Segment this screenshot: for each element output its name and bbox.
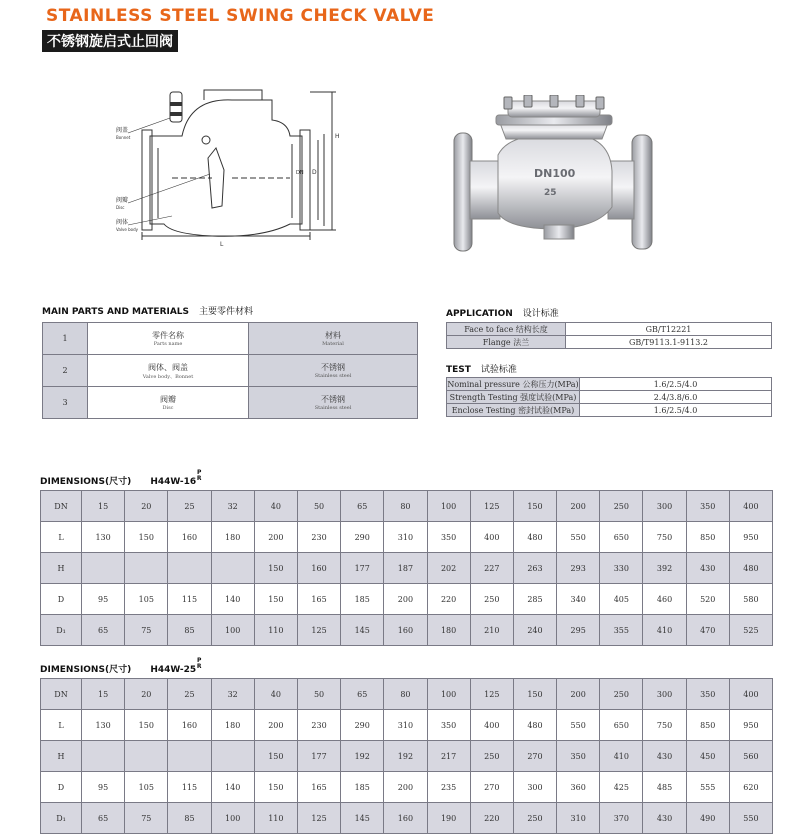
- table-cell: 355: [600, 615, 643, 646]
- table-cell: 230: [297, 710, 340, 741]
- table-cell: 263: [513, 553, 556, 584]
- table-row: [41, 553, 773, 584]
- dim-label-DN: DN: [296, 170, 304, 176]
- table-cell: 950: [729, 710, 772, 741]
- photo-marking-pn: 25: [544, 188, 557, 198]
- table-cell: 75: [125, 803, 168, 834]
- table-cell: 185: [341, 584, 384, 615]
- table-row: [41, 615, 773, 646]
- test-table: [446, 377, 772, 417]
- table-cell: 125: [470, 679, 513, 710]
- table-cell: 470: [686, 615, 729, 646]
- table-cell: 350: [557, 741, 600, 772]
- application-table: [446, 322, 772, 349]
- table-cell: 65: [82, 615, 125, 646]
- table-cell: 140: [211, 584, 254, 615]
- table-cell: 25: [168, 491, 211, 522]
- table-cell: 187: [384, 553, 427, 584]
- table-cell: 200: [557, 679, 600, 710]
- table-cell: 150: [254, 584, 297, 615]
- table-cell: 300: [513, 772, 556, 803]
- table-cell: 235: [427, 772, 470, 803]
- table-cell: 110: [254, 803, 297, 834]
- table-cell: 525: [729, 615, 772, 646]
- dimensions-16-title: DIMENSIONS(尺寸) H44W-16 P R: [40, 469, 202, 487]
- table-cell: 620: [729, 772, 772, 803]
- table-cell: 270: [470, 772, 513, 803]
- table-cell: 100: [211, 803, 254, 834]
- table-cell: 50: [297, 679, 340, 710]
- table-cell: 480: [729, 553, 772, 584]
- table-cell: 290: [341, 710, 384, 741]
- table-cell: 250: [600, 491, 643, 522]
- dimensions-25-title: DIMENSIONS(尺寸) H44W-25 P R: [40, 657, 202, 675]
- table-cell: 425: [600, 772, 643, 803]
- table-cell: 200: [384, 772, 427, 803]
- table-cell: [82, 741, 125, 772]
- table-cell: [125, 741, 168, 772]
- table-cell: 125: [470, 491, 513, 522]
- dimensions-25-table: [40, 678, 773, 834]
- table-row: Strength Testing 强度试验(MPa) 2.4/3.8/6.0: [447, 391, 772, 404]
- table-cell: 145: [341, 615, 384, 646]
- table-row: [41, 803, 773, 834]
- photo-marking-dn: DN100: [534, 167, 576, 180]
- page-title: STAINLESS STEEL SWING CHECK VALVE: [46, 6, 435, 26]
- table-cell: 850: [686, 522, 729, 553]
- dim-label-L: L: [220, 241, 224, 248]
- table-cell: 40: [254, 491, 297, 522]
- table-cell: 480: [513, 710, 556, 741]
- row-header-cell: L: [41, 522, 82, 553]
- table-cell: 400: [470, 710, 513, 741]
- table-cell: 160: [384, 615, 427, 646]
- table-cell: 400: [470, 522, 513, 553]
- table-cell: 485: [643, 772, 686, 803]
- table-cell: 130: [82, 522, 125, 553]
- table-cell: 20: [125, 491, 168, 522]
- table-cell: 65: [82, 803, 125, 834]
- table-cell: 95: [82, 584, 125, 615]
- table-cell: 220: [427, 584, 470, 615]
- table-cell: 200: [254, 710, 297, 741]
- table-cell: 410: [643, 615, 686, 646]
- valve-product-photo: [448, 95, 666, 255]
- table-cell: [211, 553, 254, 584]
- table-cell: 250: [470, 741, 513, 772]
- table-cell: 25: [168, 679, 211, 710]
- table-row: [41, 772, 773, 803]
- table-cell: 550: [557, 522, 600, 553]
- page-subtitle: 不锈钢旋启式止回阀: [42, 30, 178, 52]
- dim-label-H: H: [335, 133, 340, 140]
- table-cell: 115: [168, 584, 211, 615]
- parts-section-title: MAIN PARTS AND MATERIALS 主要零件材料: [42, 307, 254, 317]
- table-row: [41, 710, 773, 741]
- table-cell: 350: [686, 679, 729, 710]
- table-cell: 40: [254, 679, 297, 710]
- table-cell: 430: [643, 741, 686, 772]
- row-header-cell: DN: [41, 491, 82, 522]
- table-cell: 340: [557, 584, 600, 615]
- table-cell: 100: [427, 491, 470, 522]
- table-cell: 150: [254, 772, 297, 803]
- table-cell: 310: [557, 803, 600, 834]
- table-cell: 150: [125, 522, 168, 553]
- table-cell: 180: [427, 615, 470, 646]
- table-cell: 350: [427, 710, 470, 741]
- table-cell: 165: [297, 772, 340, 803]
- table-cell: 550: [729, 803, 772, 834]
- table-cell: 520: [686, 584, 729, 615]
- table-row: 3 阀瓣 Disc 不锈钢 Stainless steel: [43, 387, 418, 419]
- table-row: [41, 522, 773, 553]
- dim-label-D: D: [312, 169, 317, 176]
- table-cell: 250: [600, 679, 643, 710]
- table-cell: 192: [384, 741, 427, 772]
- table-cell: 150: [125, 710, 168, 741]
- table-cell: 150: [513, 679, 556, 710]
- table-cell: 140: [211, 772, 254, 803]
- table-cell: 227: [470, 553, 513, 584]
- row-header-cell: D: [41, 584, 82, 615]
- table-cell: 250: [470, 584, 513, 615]
- table-cell: 217: [427, 741, 470, 772]
- table-cell: 177: [341, 553, 384, 584]
- table-cell: 125: [297, 803, 340, 834]
- table-cell: 310: [384, 522, 427, 553]
- table-cell: 15: [82, 491, 125, 522]
- table-cell: 650: [600, 710, 643, 741]
- svg-text:Bonnet: Bonnet: [116, 135, 131, 140]
- table-cell: 177: [297, 741, 340, 772]
- table-cell: 430: [686, 553, 729, 584]
- table-cell: 85: [168, 803, 211, 834]
- table-row: 1 零件名称 Parts name 材料 Material: [43, 323, 418, 355]
- drawing-label-disc: 阀瓣: [116, 197, 129, 204]
- table-cell: 295: [557, 615, 600, 646]
- row-header-cell: H: [41, 553, 82, 584]
- table-cell: 240: [513, 615, 556, 646]
- drawing-label-body: 阀体: [116, 219, 129, 226]
- valve-cross-section-drawing: [112, 78, 362, 248]
- table-cell: 180: [211, 522, 254, 553]
- row-header-cell: H: [41, 741, 82, 772]
- table-cell: 210: [470, 615, 513, 646]
- table-cell: 165: [297, 584, 340, 615]
- table-cell: 20: [125, 679, 168, 710]
- table-cell: 202: [427, 553, 470, 584]
- table-cell: 200: [557, 491, 600, 522]
- table-cell: [168, 553, 211, 584]
- table-cell: 430: [643, 803, 686, 834]
- table-cell: 220: [470, 803, 513, 834]
- table-cell: 110: [254, 615, 297, 646]
- table-cell: 360: [557, 772, 600, 803]
- table-cell: 150: [254, 553, 297, 584]
- table-cell: 350: [427, 522, 470, 553]
- table-cell: [82, 553, 125, 584]
- table-cell: 125: [297, 615, 340, 646]
- table-cell: 32: [211, 491, 254, 522]
- test-section-title: TEST 试验标准: [446, 365, 517, 375]
- svg-text:Valve body: Valve body: [116, 227, 138, 232]
- table-cell: 560: [729, 741, 772, 772]
- table-cell: 100: [427, 679, 470, 710]
- table-cell: 270: [513, 741, 556, 772]
- table-cell: 180: [211, 710, 254, 741]
- table-cell: 100: [211, 615, 254, 646]
- table-cell: 192: [341, 741, 384, 772]
- table-cell: 480: [513, 522, 556, 553]
- drawing-label-bonnet: 阀盖: [116, 127, 129, 134]
- parts-table: [42, 322, 418, 419]
- row-header-cell: D₁: [41, 803, 82, 834]
- table-cell: 850: [686, 710, 729, 741]
- row-header-cell: DN: [41, 679, 82, 710]
- table-cell: 285: [513, 584, 556, 615]
- table-row: Face to face 结构长度 GB/T12221: [447, 323, 772, 336]
- table-cell: 750: [643, 710, 686, 741]
- table-cell: 300: [643, 491, 686, 522]
- table-row: [41, 741, 773, 772]
- table-cell: 400: [729, 491, 772, 522]
- table-row: Flange 法兰 GB/T9113.1-9113.2: [447, 336, 772, 349]
- table-cell: [168, 741, 211, 772]
- table-cell: 115: [168, 772, 211, 803]
- table-cell: 150: [254, 741, 297, 772]
- table-cell: 185: [341, 772, 384, 803]
- table-cell: 330: [600, 553, 643, 584]
- svg-text:Disc: Disc: [116, 205, 125, 210]
- table-cell: 50: [297, 491, 340, 522]
- application-section-title: APPLICATION 设计标准: [446, 309, 559, 319]
- table-cell: 460: [643, 584, 686, 615]
- table-cell: 160: [168, 522, 211, 553]
- table-cell: 400: [729, 679, 772, 710]
- table-cell: 293: [557, 553, 600, 584]
- table-cell: 160: [168, 710, 211, 741]
- table-cell: 405: [600, 584, 643, 615]
- table-cell: [211, 741, 254, 772]
- table-cell: 350: [686, 491, 729, 522]
- table-cell: 450: [686, 741, 729, 772]
- table-cell: 32: [211, 679, 254, 710]
- table-cell: 65: [341, 679, 384, 710]
- table-cell: 370: [600, 803, 643, 834]
- table-row: [41, 679, 773, 710]
- table-row: [41, 584, 773, 615]
- table-cell: 145: [341, 803, 384, 834]
- table-cell: 85: [168, 615, 211, 646]
- table-cell: 392: [643, 553, 686, 584]
- table-cell: 250: [513, 803, 556, 834]
- table-cell: 580: [729, 584, 772, 615]
- table-cell: 490: [686, 803, 729, 834]
- row-header-cell: D: [41, 772, 82, 803]
- table-row: 2 阀体、阀盖 Valve body、Bonnet 不锈钢 Stainless steel: [43, 355, 418, 387]
- table-cell: 65: [341, 491, 384, 522]
- table-cell: 190: [427, 803, 470, 834]
- row-header-cell: D₁: [41, 615, 82, 646]
- table-cell: 200: [384, 584, 427, 615]
- table-cell: 15: [82, 679, 125, 710]
- table-cell: 130: [82, 710, 125, 741]
- table-cell: 310: [384, 710, 427, 741]
- table-cell: 150: [513, 491, 556, 522]
- table-cell: 200: [254, 522, 297, 553]
- table-cell: 75: [125, 615, 168, 646]
- table-cell: 105: [125, 772, 168, 803]
- table-row: Nominal pressure 公称压力(MPa) 1.6/2.5/4.0: [447, 378, 772, 391]
- table-cell: 650: [600, 522, 643, 553]
- table-cell: 160: [297, 553, 340, 584]
- table-cell: 950: [729, 522, 772, 553]
- table-cell: 290: [341, 522, 384, 553]
- table-cell: 750: [643, 522, 686, 553]
- table-cell: 105: [125, 584, 168, 615]
- table-cell: 80: [384, 491, 427, 522]
- table-row: [41, 491, 773, 522]
- table-cell: 555: [686, 772, 729, 803]
- table-cell: 410: [600, 741, 643, 772]
- table-cell: 160: [384, 803, 427, 834]
- table-cell: 550: [557, 710, 600, 741]
- dimensions-16-table: [40, 490, 773, 646]
- table-cell: 300: [643, 679, 686, 710]
- table-cell: 95: [82, 772, 125, 803]
- row-header-cell: L: [41, 710, 82, 741]
- table-cell: 230: [297, 522, 340, 553]
- table-row: Enclose Testing 密封试验(MPa) 1.6/2.5/4.0: [447, 404, 772, 417]
- table-cell: [125, 553, 168, 584]
- table-cell: 80: [384, 679, 427, 710]
